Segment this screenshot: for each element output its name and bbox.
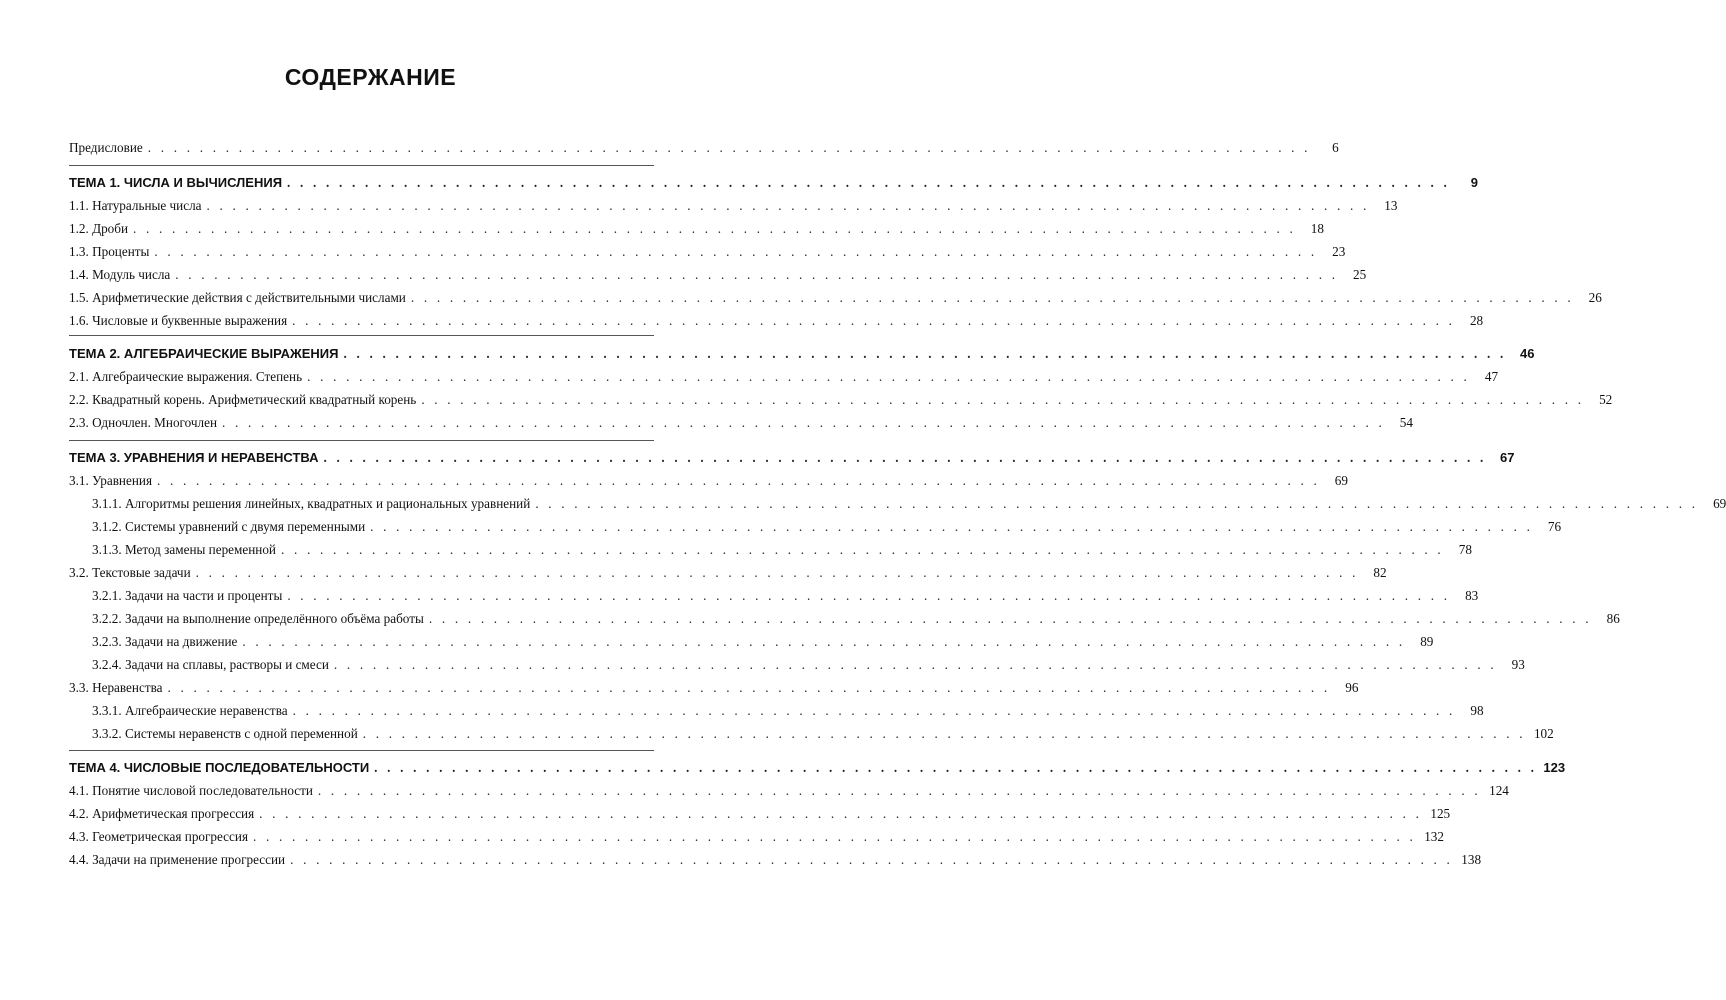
toc-subsection-entry <box>92 724 1554 744</box>
toc-page-number: 67 <box>1500 450 1515 465</box>
dot-leader: . . . . . . . . . . . . . . . . . . . . . . . . . . . . . . . . . . . . . . . . . . . . . . . . . . . . . . . . . . . . . . . . . . . . . . . . . . . . . . . . . . . . . . . . . . <box>421 392 1585 407</box>
dot-leader: . . . . . . . . . . . . . . . . . . . . . . . . . . . . . . . . . . . . . . . . . . . . . . . . . . . . . . . . . . . . . . . . . . . . . . . . . . . . . . . . . . . . . . . . . . <box>157 473 1320 488</box>
toc-subsection-entry <box>92 701 1484 721</box>
dot-leader: . . . . . . . . . . . . . . . . . . . . . . . . . . . . . . . . . . . . . . . . . . . . . . . . . . . . . . . . . . . . . . . . . . . . . . . . . . . . . . . . . . . . . . . . . . <box>290 852 1454 867</box>
toc-page-number: 98 <box>1470 703 1484 718</box>
toc-entry-label: 4.1. Понятие числовой последовательности <box>69 783 313 798</box>
toc-entry-label: 3.1. Уравнения <box>69 473 153 488</box>
dot-leader: . . . . . . . . . . . . . . . . . . . . . . . . . . . . . . . . . . . . . . . . . . . . . . . . . . . . . . . . . . . . . . . . . . . . . . . . . . . . . . . . . . . . . . . . . . <box>307 369 1471 384</box>
dot-leader: . . . . . . . . . . . . . . . . . . . . . . . . . . . . . . . . . . . . . . . . . . . . . . . . . . . . . . . . . . . . . . . . . . . . . . . . . . . . . . . . . . . . . . . . . . <box>206 198 1370 213</box>
toc-topic-entry <box>69 344 1535 364</box>
toc-entry-label: 3.2.2. Задачи на выполнение определённого объёма работы <box>92 611 424 626</box>
toc-topic-entry <box>69 448 1515 468</box>
toc-entry <box>69 219 1324 239</box>
dot-leader: . . . . . . . . . . . . . . . . . . . . . . . . . . . . . . . . . . . . . . . . . . . . . . . . . . . . . . . . . . . . . . . . . . . . . . . . . . . . . . . . . . . . . . . . . . <box>133 221 1296 236</box>
toc-page-number: 13 <box>1384 198 1398 213</box>
toc-subsection-entry <box>92 494 1726 514</box>
toc-page-number: 89 <box>1420 634 1434 649</box>
toc-page-number: 26 <box>1588 290 1602 305</box>
section-divider <box>69 750 654 751</box>
toc-entry-label: ТЕМА 3. УРАВНЕНИЯ И НЕРАВЕНСТВА <box>69 450 319 465</box>
dot-leader: . . . . . . . . . . . . . . . . . . . . . . . . . . . . . . . . . . . . . . . . . . . . . . . . . . . . . . . . . . . . . . . . . . . . . . . . . . . . . . . . . . . . . . . . . . <box>292 703 1456 718</box>
toc-subsection-entry <box>92 632 1434 652</box>
toc-entry-label: 1.5. Арифметические действия с действительными числами <box>69 290 406 305</box>
toc-page-number: 125 <box>1430 806 1451 821</box>
dot-leader: . . . . . . . . . . . . . . . . . . . . . . . . . . . . . . . . . . . . . . . . . . . . . . . . . . . . . . . . . . . . . . . . . . . . . . . . . . . . . . . . . . . . . . . . . . <box>333 657 1497 672</box>
toc-entry-label: 2.1. Алгебраические выражения. Степень <box>69 369 303 384</box>
toc-page-number: 52 <box>1599 392 1613 407</box>
toc-entry-label: 3.2. Текстовые задачи <box>69 565 191 580</box>
toc-page-number: 47 <box>1484 369 1499 384</box>
toc-entry-label: 3.1.2. Системы уравнений с двумя переменными <box>92 519 366 534</box>
toc-subsection-entry <box>92 517 1562 537</box>
toc-entry-label: 4.4. Задачи на применение прогрессии <box>69 852 286 867</box>
toc-entry-label: 3.1.3. Метод замены переменной <box>92 542 276 557</box>
dot-leader: . . . . . . . . . . . . . . . . . . . . . . . . . . . . . . . . . . . . . . . . . . . . . . . . . . . . . . . . . . . . . . . . . . . . . . . . . . . . . . . . . . . . . . . . . . <box>410 290 1574 305</box>
toc-entry <box>69 781 1509 801</box>
toc-entry-label: 1.3. Проценты <box>69 244 150 259</box>
toc-page-number: 83 <box>1465 588 1479 603</box>
toc-entry-label: ТЕМА 4. ЧИСЛОВЫЕ ПОСЛЕДОВАТЕЛЬНОСТИ <box>69 760 370 775</box>
toc-page-number: 86 <box>1606 611 1620 626</box>
section-divider <box>69 440 654 441</box>
dot-leader: . . . . . . . . . . . . . . . . . . . . . . . . . . . . . . . . . . . . . . . . . . . . . . . . . . . . . . . . . . . . . . . . . . . . . . . . . . . . . . . . . . . . . . . . . . <box>323 450 1487 465</box>
toc-page-number: 54 <box>1399 415 1413 430</box>
dot-leader: . . . . . . . . . . . . . . . . . . . . . . . . . . . . . . . . . . . . . . . . . . . . . . . . . . . . . . . . . . . . . . . . . . . . . . . . . . . . . . . . . . . . . . . . . . <box>167 680 1331 695</box>
toc-entry-label: ТЕМА 1. ЧИСЛА И ВЫЧИСЛЕНИЯ <box>69 175 283 190</box>
toc-page-number: 9 <box>1470 175 1478 190</box>
dot-leader: . . . . . . . . . . . . . . . . . . . . . . . . . . . . . . . . . . . . . . . . . . . . . . . . . . . . . . . . . . . . . . . . . . . . . . . . . . . . . . . . . . . . . . . . . . <box>259 806 1423 821</box>
dot-leader: . . . . . . . . . . . . . . . . . . . . . . . . . . . . . . . . . . . . . . . . . . . . . . . . . . . . . . . . . . . . . . . . . . . . . . . . . . . . . . . . . . . . . . . . . . <box>287 588 1451 603</box>
toc-page-number: 102 <box>1533 726 1554 741</box>
toc-entry-label: Предисловие <box>69 140 143 155</box>
toc-entry <box>69 288 1602 308</box>
toc-topic-entry <box>69 758 1566 778</box>
toc-entry <box>69 311 1484 331</box>
section-divider <box>69 335 654 336</box>
toc-entry <box>69 265 1367 285</box>
toc-entry <box>69 367 1499 387</box>
toc-entry-label: 3.2.1. Задачи на части и проценты <box>92 588 283 603</box>
dot-leader: . . . . . . . . . . . . . . . . . . . . . . . . . . . . . . . . . . . . . . . . . . . . . . . . . . . . . . . . . . . . . . . . . . . . . . . . . . . . . . . . . . . . . . . . . . <box>287 175 1450 190</box>
page-title: СОДЕРЖАНИЕ <box>284 64 457 90</box>
dot-leader: . . . . . . . . . . . . . . . . . . . . . . . . . . . . . . . . . . . . . . . . . . . . . . . . . . . . . . . . . . . . . . . . . . . . . . . . . . . . . . . . . . . . . . . . . . <box>362 726 1526 741</box>
toc-page-number: 124 <box>1489 783 1509 798</box>
dot-leader: . . . . . . . . . . . . . . . . . . . . . . . . . . . . . . . . . . . . . . . . . . . . . . . . . . . . . . . . . . . . . . . . . . . . . . . . . . . . . . . . . . . . . . . . . . <box>147 140 1311 155</box>
toc-page-number: 132 <box>1424 829 1444 844</box>
dot-leader: . . . . . . . . . . . . . . . . . . . . . . . . . . . . . . . . . . . . . . . . . . . . . . . . . . . . . . . . . . . . . . . . . . . . . . . . . . . . . . . . . . . . . . . . . . <box>154 244 1318 259</box>
toc-entry-label: 1.2. Дроби <box>69 221 129 236</box>
dot-leader: . . . . . . . . . . . . . . . . . . . . . . . . . . . . . . . . . . . . . . . . . . . . . . . . . . . . . . . . . . . . . . . . . . . . . . . . . . . . . . . . . . . . . . . . . . <box>370 519 1534 534</box>
toc-entry <box>69 413 1413 433</box>
toc-entry-label: 3.2.3. Задачи на движение <box>92 634 238 649</box>
toc-entry <box>69 196 1398 216</box>
toc-entry-label: 1.6. Числовые и буквенные выражения <box>69 313 288 328</box>
dot-leader: . . . . . . . . . . . . . . . . . . . . . . . . . . . . . . . . . . . . . . . . . . . . . . . . . . . . . . . . . . . . . . . . . . . . . . . . . . . . . . . . . . . . . . . . . . <box>280 542 1444 557</box>
toc-subsection-entry <box>92 609 1620 629</box>
toc-page-number: 96 <box>1345 680 1359 695</box>
toc-entry-label: 4.2. Арифметическая прогрессия <box>69 806 255 821</box>
toc-page-number: 69 <box>1713 496 1726 511</box>
toc-entry <box>69 563 1387 583</box>
toc-entry-label: 3.3.1. Алгебраические неравенства <box>92 703 288 718</box>
toc-entry-label: 2.3. Одночлен. Многочлен <box>69 415 217 430</box>
toc-page-number: 82 <box>1373 565 1387 580</box>
toc-entry <box>69 850 1482 870</box>
toc-entry <box>69 804 1451 824</box>
toc-page-number: 28 <box>1469 313 1484 328</box>
toc-page-number: 138 <box>1461 852 1482 867</box>
toc-entry-label: 4.3. Геометрическая прогрессия <box>69 829 249 844</box>
toc-topic-entry <box>69 173 1478 193</box>
toc-page-number: 76 <box>1547 519 1562 534</box>
toc-entry-label: 3.1.1. Алгоритмы решения линейных, квадратных и рациональных уравнений <box>92 496 531 511</box>
toc-page-number: 23 <box>1332 244 1346 259</box>
dot-leader: . . . . . . . . . . . . . . . . . . . . . . . . . . . . . . . . . . . . . . . . . . . . . . . . . . . . . . . . . . . . . . . . . . . . . . . . . . . . . . . . . . . . . . . . . . <box>374 760 1538 775</box>
dot-leader: . . . . . . . . . . . . . . . . . . . . . . . . . . . . . . . . . . . . . . . . . . . . . . . . . . . . . . . . . . . . . . . . . . . . . . . . . . . . . . . . . . . . . . . . . . <box>242 634 1406 649</box>
dot-leader: . . . . . . . . . . . . . . . . . . . . . . . . . . . . . . . . . . . . . . . . . . . . . . . . . . . . . . . . . . . . . . . . . . . . . . . . . . . . . . . . . . . . . . . . . . <box>535 496 1699 511</box>
toc-entry <box>69 390 1613 410</box>
toc-subsection-entry <box>92 540 1472 560</box>
toc-entry-label: 3.3.2. Системы неравенств с одной переменной <box>92 726 358 741</box>
toc-entry <box>69 827 1444 847</box>
toc-page-number: 78 <box>1458 542 1472 557</box>
toc-page-number: 69 <box>1334 473 1348 488</box>
toc-page-number: 46 <box>1519 346 1535 361</box>
toc-entry-label: 1.1. Натуральные числа <box>69 198 202 213</box>
toc-entry <box>69 242 1346 262</box>
section-divider <box>69 165 654 166</box>
toc-entry-label: ТЕМА 2. АЛГЕБРАИЧЕСКИЕ ВЫРАЖЕНИЯ <box>69 346 339 361</box>
toc-entry <box>69 138 1339 158</box>
toc-page-number: 6 <box>1332 140 1339 155</box>
toc-page-number: 93 <box>1511 657 1525 672</box>
toc-entry-label: 1.4. Модуль числа <box>69 267 171 282</box>
dot-leader: . . . . . . . . . . . . . . . . . . . . . . . . . . . . . . . . . . . . . . . . . . . . . . . . . . . . . . . . . . . . . . . . . . . . . . . . . . . . . . . . . . . . . . . . . . <box>253 829 1416 844</box>
toc-subsection-entry <box>92 586 1479 606</box>
dot-leader: . . . . . . . . . . . . . . . . . . . . . . . . . . . . . . . . . . . . . . . . . . . . . . . . . . . . . . . . . . . . . . . . . . . . . . . . . . . . . . . . . . . . . . . . . . <box>222 415 1385 430</box>
dot-leader: . . . . . . . . . . . . . . . . . . . . . . . . . . . . . . . . . . . . . . . . . . . . . . . . . . . . . . . . . . . . . . . . . . . . . . . . . . . . . . . . . . . . . . . . . . <box>175 267 1339 282</box>
toc-page-number: 25 <box>1353 267 1367 282</box>
dot-leader: . . . . . . . . . . . . . . . . . . . . . . . . . . . . . . . . . . . . . . . . . . . . . . . . . . . . . . . . . . . . . . . . . . . . . . . . . . . . . . . . . . . . . . . . . . <box>428 611 1592 626</box>
toc-entry-label: 3.3. Неравенства <box>69 680 163 695</box>
toc-page-number: 123 <box>1543 760 1566 775</box>
toc-entry <box>69 678 1359 698</box>
toc-entry-label: 3.2.4. Задачи на сплавы, растворы и смеси <box>92 657 329 672</box>
toc-subsection-entry <box>92 655 1525 675</box>
dot-leader: . . . . . . . . . . . . . . . . . . . . . . . . . . . . . . . . . . . . . . . . . . . . . . . . . . . . . . . . . . . . . . . . . . . . . . . . . . . . . . . . . . . . . . . . . . <box>292 313 1456 328</box>
dot-leader: . . . . . . . . . . . . . . . . . . . . . . . . . . . . . . . . . . . . . . . . . . . . . . . . . . . . . . . . . . . . . . . . . . . . . . . . . . . . . . . . . . . . . . . . . . <box>195 565 1359 580</box>
toc-entry <box>69 471 1348 491</box>
dot-leader: . . . . . . . . . . . . . . . . . . . . . . . . . . . . . . . . . . . . . . . . . . . . . . . . . . . . . . . . . . . . . . . . . . . . . . . . . . . . . . . . . . . . . . . . . . <box>343 346 1507 361</box>
dot-leader: . . . . . . . . . . . . . . . . . . . . . . . . . . . . . . . . . . . . . . . . . . . . . . . . . . . . . . . . . . . . . . . . . . . . . . . . . . . . . . . . . . . . . . . . . . <box>317 783 1481 798</box>
toc-entry-label: 2.2. Квадратный корень. Арифметический квадратный корень <box>69 392 417 407</box>
toc-page-number: 18 <box>1310 221 1324 236</box>
